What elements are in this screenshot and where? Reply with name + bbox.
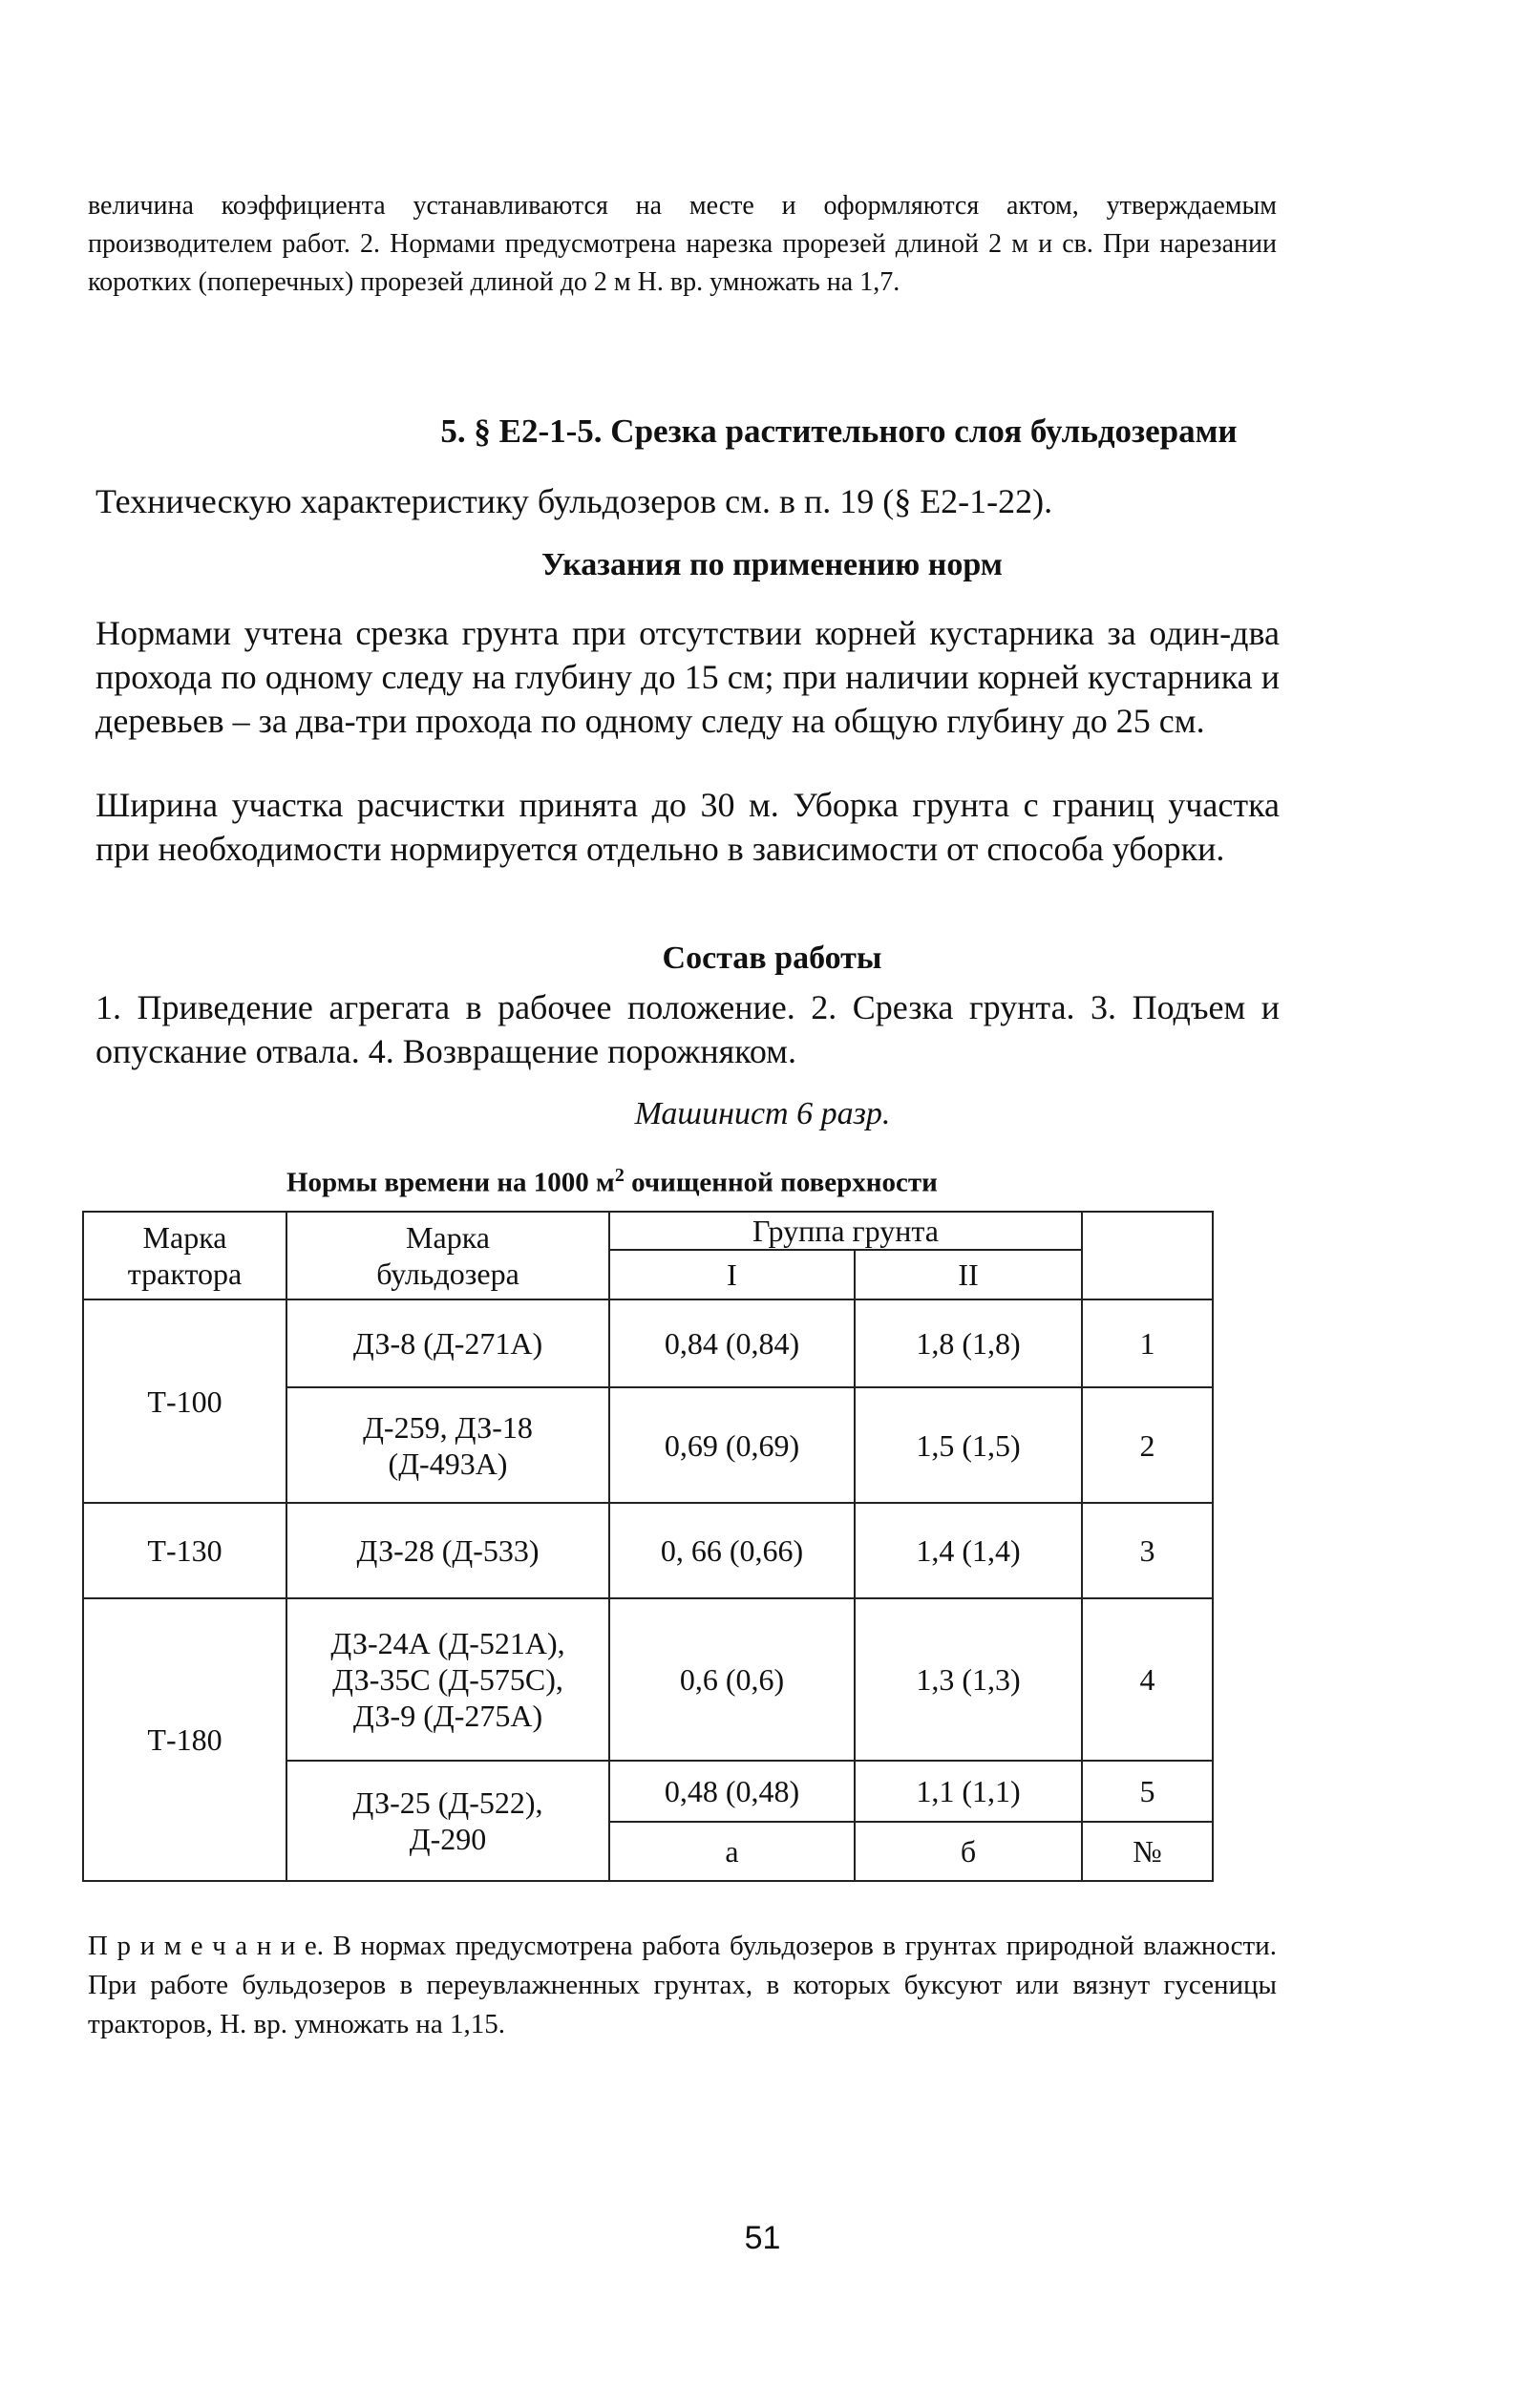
note-text: В нормах предусмотрена работа бульдозеров в грунтах природной влажности. При работе бульдозеров в переувлажненных грунтах, в которых буксуют или вязнут гусеницы тракторов, Н. вр. умножать на 1,15. xyxy=(88,1931,1277,2039)
tractor-cell: Т-100 xyxy=(83,1299,286,1503)
row-number-cell: 2 xyxy=(1082,1387,1213,1503)
guide-heading: Указания по применению норм xyxy=(541,547,1003,582)
bulldozer-cell: ДЗ-25 (Д-522), Д-290 xyxy=(286,1761,609,1881)
tech-reference: Техническую характеристику бульдозеров см. в п. 19 (§ Е2-1-22). xyxy=(95,482,1053,520)
table-title xyxy=(286,1165,938,1199)
guide-paragraph-1: Нормами учтена срезка грунта при отсутствии корней кустарника за один-два прохода по одному следу на глубину до 15 см; при наличии корней кустарника и деревьев – за два-три прохода по одному следу на общую глубину до 25 см. xyxy=(95,614,1280,740)
table-title-main: Нормы времени на 1000 м xyxy=(286,1167,615,1198)
row-number-cell: 3 xyxy=(1082,1503,1213,1598)
table-row xyxy=(83,1598,1213,1761)
group-2-cell: 1,8 (1,8) xyxy=(855,1299,1082,1387)
bulldozer-cell: ДЗ-24А (Д-521А), ДЗ-35С (Д-575С), ДЗ-9 (Д-275А) xyxy=(286,1598,609,1761)
bulldozer-cell: Д-259, ДЗ-18 (Д-493А) xyxy=(286,1387,609,1503)
page-number: 51 xyxy=(744,2220,781,2256)
tractor-cell: Т-130 xyxy=(83,1503,286,1598)
table-note xyxy=(88,1927,1277,2044)
group-1-cell: 0, 66 (0,66) xyxy=(609,1503,855,1598)
header-bulldozer-line-2: бульдозера xyxy=(376,1257,519,1291)
guide-paragraph-2: Ширина участка расчистки принята до 30 м. Уборка грунта с границ участка при необходимости нормируется отдельно в зависимости от способа уборки. xyxy=(95,786,1280,868)
bulldozer-cell: ДЗ-28 (Д-533) xyxy=(286,1503,609,1598)
row-number-cell: 1 xyxy=(1082,1299,1213,1387)
group-2-cell: 1,5 (1,5) xyxy=(855,1387,1082,1503)
group-2-cell: 1,1 (1,1) xyxy=(855,1761,1082,1822)
header-tractor xyxy=(83,1212,286,1299)
bulldozer-cell: ДЗ-8 (Д-271А) xyxy=(286,1299,609,1387)
group-2-cell: 1,4 (1,4) xyxy=(855,1503,1082,1598)
header-bulldozer xyxy=(286,1212,609,1299)
group-2-cell: 1,3 (1,3) xyxy=(855,1598,1082,1761)
table-header-row xyxy=(83,1212,1213,1250)
note-label: П р и м е ч а н и е. xyxy=(88,1931,325,1961)
header-tractor-line-1: Марка xyxy=(142,1220,227,1255)
work-composition-text: 1. Приведение агрегата в рабочее положение. 2. Срезка грунта. 3. Подъем и опускание отвала. 4. Возвращение порожняком. xyxy=(95,988,1280,1070)
machinist-label: Машинист 6 разр. xyxy=(634,1096,891,1131)
header-group-2: II xyxy=(855,1250,1082,1299)
intro-paragraph: величина коэффициента устанавливаются на месте и оформляются актом, утверждаемым производителем работ. 2. Нормами предусмотрена нарезка прорезей длиной 2 м и св. При нарезании коротких (поперечных) прорезей длиной до 2 м Н. вр. умножать на 1,7. xyxy=(88,191,1277,297)
header-group-1: I xyxy=(609,1250,855,1299)
table-title-rest: очищенной поверхности xyxy=(624,1167,938,1198)
table-title-superscript: 2 xyxy=(614,1165,625,1186)
header-empty xyxy=(1082,1212,1213,1299)
header-soil-group: Группа грунта xyxy=(609,1212,1082,1250)
norms-table xyxy=(82,1211,1214,1882)
row-number-cell: 4 xyxy=(1082,1598,1213,1761)
group-1-cell: 0,84 (0,84) xyxy=(609,1299,855,1387)
header-bulldozer-line-1: Марка xyxy=(406,1220,490,1255)
group-1-cell: 0,48 (0,48) xyxy=(609,1761,855,1822)
table-row xyxy=(83,1299,1213,1387)
tractor-cell: Т-180 xyxy=(83,1598,286,1881)
footer-col-no: № xyxy=(1082,1822,1213,1881)
row-number-cell: 5 xyxy=(1082,1761,1213,1822)
section-title: 5. § Е2-1-5. Срезка растительного слоя бульдозерами xyxy=(440,412,1238,450)
table-row xyxy=(83,1503,1213,1598)
group-1-cell: 0,6 (0,6) xyxy=(609,1598,855,1761)
group-1-cell: 0,69 (0,69) xyxy=(609,1387,855,1503)
footer-col-b: б xyxy=(855,1822,1082,1881)
footer-col-a: а xyxy=(609,1822,855,1881)
work-composition-heading: Состав работы xyxy=(662,940,882,976)
header-tractor-line-2: трактора xyxy=(127,1257,243,1291)
